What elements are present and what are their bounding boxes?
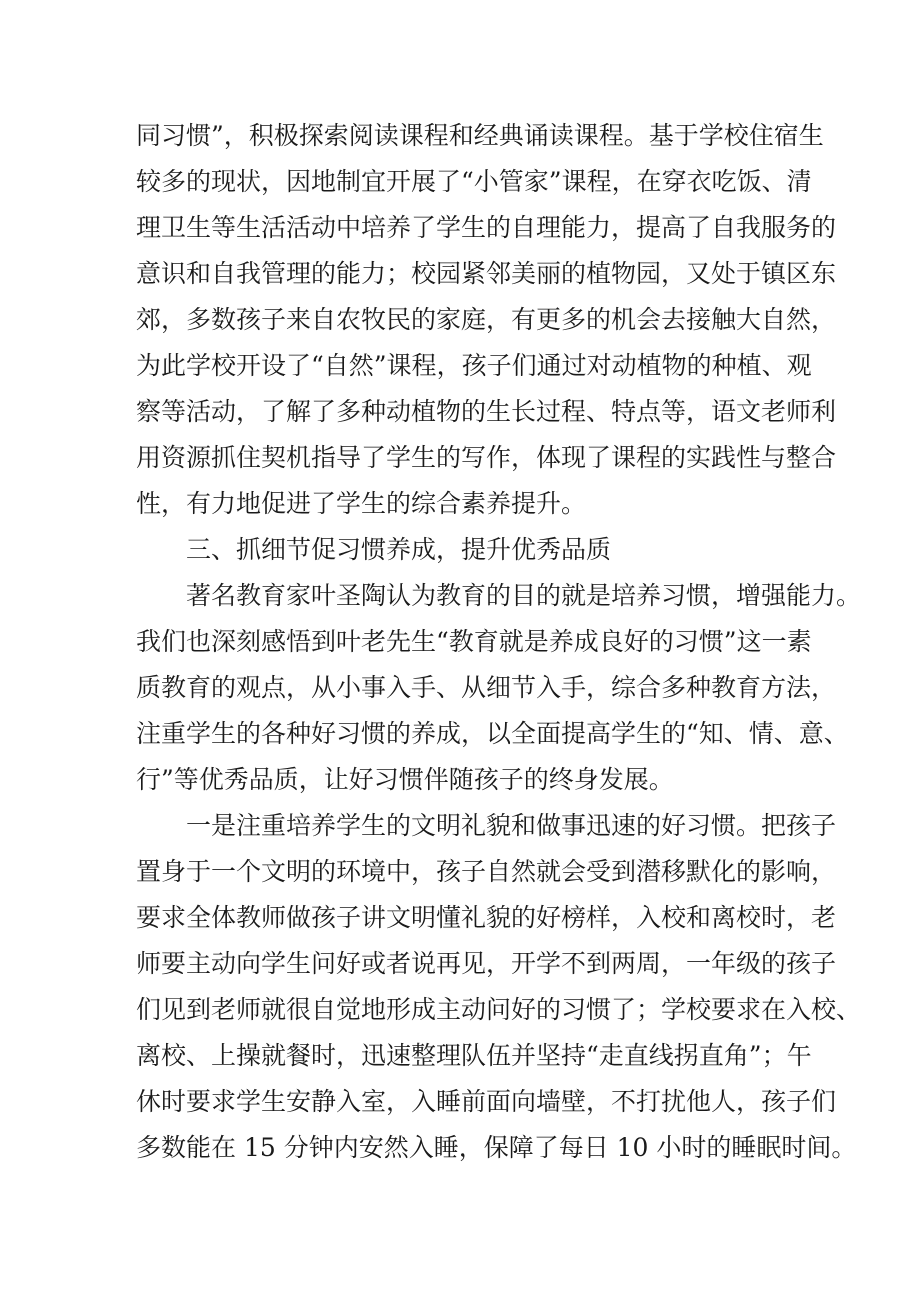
text-line: 多数能在 15 分钟内安然入睡，保障了每日 10 小时的睡眠时间。 [136, 1133, 857, 1162]
paragraph-reading-courses [136, 113, 837, 527]
section-heading-3: 三、抓细节促习惯养成，提升优秀品质 [186, 535, 612, 564]
text-line: 察等活动，了解了多种动植物的生长过程、特点等，语文老师利 [136, 397, 837, 426]
text-line: 意识和自我管理的能力；校园紧邻美丽的植物园，又处于镇区东 [136, 259, 837, 288]
text-line: 们见到老师就很自觉地形成主动问好的习惯了；学校要求在入校、 [136, 995, 862, 1024]
text-line: 要求全体教师做孩子讲文明懂礼貌的好榜样，入校和离校时，老 [136, 903, 837, 932]
text-line: 质教育的观点，从小事入手、从细节入手，综合多种教育方法， [136, 673, 837, 702]
paragraph-habit-education [136, 573, 862, 803]
paragraph-civility-habits [136, 803, 862, 1171]
text-line: 行”等优秀品质，让好习惯伴随孩子的终身发展。 [136, 765, 674, 794]
text-line: 较多的现状，因地制宜开展了“小管家”课程，在穿衣吃饭、清 [136, 167, 812, 196]
text-line: 一是注重培养学生的文明礼貌和做事迅速的好习惯。把孩子 [186, 811, 837, 840]
text-line: 注重学生的各种好习惯的养成，以全面提高学生的“知、情、意、 [136, 719, 849, 748]
document-body [136, 113, 862, 1171]
text-line: 休时要求学生安静入室，入睡前面向墙壁，不打扰他人，孩子们 [136, 1087, 837, 1116]
text-line: 著名教育家叶圣陶认为教育的目的就是培养习惯，增强能力。 [186, 581, 862, 610]
text-line: 我们也深刻感悟到叶老先生“教育就是养成良好的习惯”这一素 [136, 627, 812, 656]
text-line: 置身于一个文明的环境中，孩子自然就会受到潜移默化的影响， [136, 857, 837, 886]
text-line: 理卫生等生活活动中培养了学生的自理能力，提高了自我服务的 [136, 213, 837, 242]
text-line: 同习惯”，积极探索阅读课程和经典诵读课程。基于学校住宿生 [136, 121, 824, 150]
text-line: 为此学校开设了“自然”课程，孩子们通过对动植物的种植、观 [136, 351, 812, 380]
text-line: 离校、上操就餐时，迅速整理队伍并坚持“走直线拐直角”；午 [136, 1041, 812, 1070]
text-line: 郊，多数孩子来自农牧民的家庭，有更多的机会去接触大自然， [136, 305, 837, 334]
text-line: 性，有力地促进了学生的综合素养提升。 [136, 489, 587, 518]
text-line: 用资源抓住契机指导了学生的写作，体现了课程的实践性与整合 [136, 443, 837, 472]
text-line: 师要主动向学生问好或者说再见，开学不到两周，一年级的孩子 [136, 949, 837, 978]
